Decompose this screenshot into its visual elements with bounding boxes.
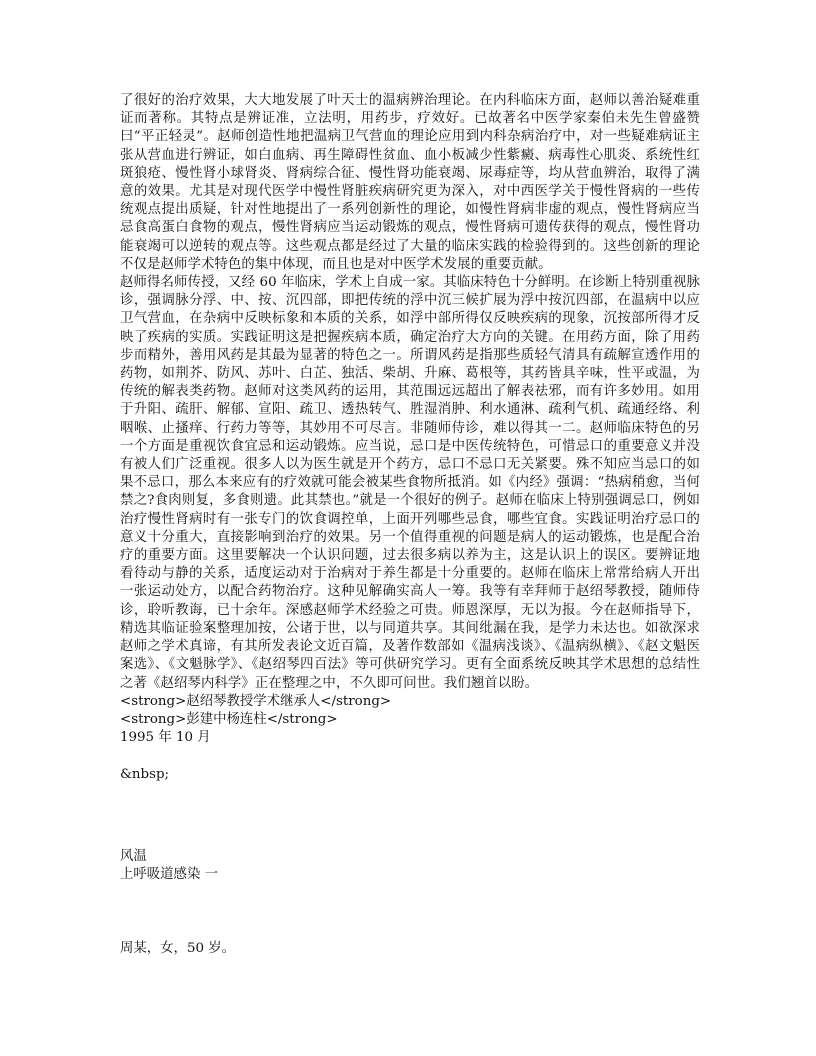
signature-date: 1995 年 10 月 bbox=[120, 730, 211, 746]
document-page bbox=[120, 92, 700, 958]
signature-authors: <strong>彭建中杨连柱</strong> bbox=[120, 711, 338, 727]
section-gap bbox=[120, 784, 700, 848]
preface-paragraph-2: 赵师得名师传授，又经 60 年临床，学术上自成一家。其临床特色十分鲜明。在诊断上特别重视脉诊，强调脉分浮、中、按、沉四部，即把传统的浮中沉三候扩展为浮中按沉四部，在温病中以应卫气营血，在杂病中反映标象和本质的关系，如浮中部所得仅反映疾病的现象，沉按部所得才反映了疾病的实质。实践证明这是把握疾病本质，确定治疗大方向的关键。在用药方面，除了用药步而精外，善用风药是其最为显著的特色之一。所谓风药是指那些质轻气清具有疏解宣透作用的药物，如荆芥、防风、苏叶、白芷、独活、柴胡、升麻、葛根等，其药皆具辛味，性平或温，为传统的解表类药物。赵师对这类风药的运用，其范围远远超出了解表祛邪，而有许多妙用。如用于升阳、疏肝、解郁、宣阳、疏卫、透热转气、胜湿消肿、利水通淋、疏利气机、疏通经络、利咽喉、止搔痒、行药力等等，其妙用不可尽言。非随师侍诊，难以得其一二。赵师临床特色的另一个方面是重视饮食宜忌和运动锻炼。应当说，忌口是中医传统特色，可惜忌口的重要意义并没有被人们广泛重视。很多人以为医生就是开个药方，忌口不忌口无关紧要。殊不知应当忌口的如果不忌口，那么本来应有的疗效就可能会被某些食物所抵消。如《内经》强调：“热病稍愈，当何禁之?食肉则复，多食则遗。此其禁也。”就是一个很好的例子。赵师在临床上特别强调忌口，例如治疗慢性肾病时有一张专门的饮食调控单，上面开列哪些忌食，哪些宜食。实践证明治疗忌口的意义十分重大，直接影响到治疗的效果。另一个值得重视的问题是病人的运动锻炼，也是配合治疗的重要方面。这里要解决一个认识问题，过去很多病以养为主，这是认识上的误区。要辨证地看待动与静的关系，适度运动对于治病对于养生都是十分重要的。赵师在临床上常常给病人开出一张运动处方，以配合药物治疗。这种见解确实高人一筹。我等有幸拜师于赵绍琴教授，随师侍诊，聆听教诲，已十余年。深感赵师学术经验之可贵。师恩深厚，无以为报。今在赵师指导下，精选其临证验案整理加按，公诸于世，以与同道共享。其间纰漏在我，是学力未达也。如欲深求赵师之学术真谛，有其所发表论文近百篇，及著作数部如《温病浅谈》、《温病纵横》、《赵文魁医案选》、《文魁脉学》、《赵绍琴四百法》等可供研究学习。更有全面系统反映其学术思想的总结性之著《赵绍琴内科学》正在整理之中，不久即可问世。我们翘首以盼。 bbox=[120, 275, 700, 691]
blank-line bbox=[120, 747, 700, 765]
signature-title: <strong>赵绍琴教授学术继承人</strong> bbox=[120, 693, 392, 709]
case-subtitle: 上呼吸道感染 一 bbox=[120, 866, 218, 882]
case-category: 风温 bbox=[120, 848, 147, 864]
preface-paragraph-1: 了很好的治疗效果，大大地发展了叶天士的温病辨治理论。在内科临床方面，赵师以善治疑难重证而著称。其特点是辨证准，立法明，用药步，疗效好。已故著名中医学家秦伯未先生曾盛赞曰“平正轻灵”。赵师创造性地把温病卫气营血的理论应用到内科杂病治疗中，对一些疑难病证主张从营血进行辨证，如白血病、再生障碍性贫血、血小板减少性紫癜、病毒性心肌炎、系统性红斑狼疮、慢性肾小球肾炎、肾病综合征、慢性肾功能衰竭、尿毒症等，均从营血辨治，取得了满意的效果。尤其是对现代医学中慢性肾脏疾病研究更为深入，对中西医学关于慢性肾病的一些传统观点提出质疑，针对性地提出了一系列创新性的理论，如慢性肾病非虚的观点，慢性肾病应当忌食高蛋白食物的观点，慢性肾病应当运动锻炼的观点，慢性肾病可遗传获得的观点，慢性肾功能衰竭可以逆转的观点等。这些观点都是经过了大量的临床实践的检验得到的。这些创新的理论不仅是赵师学术特色的集中体现，而且也是对中医学术发展的重要贡献。 bbox=[120, 93, 700, 272]
literal-nbsp-text: &nbsp; bbox=[120, 766, 170, 782]
case-gap bbox=[120, 884, 700, 940]
case-patient-info: 周某，女，50 岁。 bbox=[120, 941, 236, 957]
